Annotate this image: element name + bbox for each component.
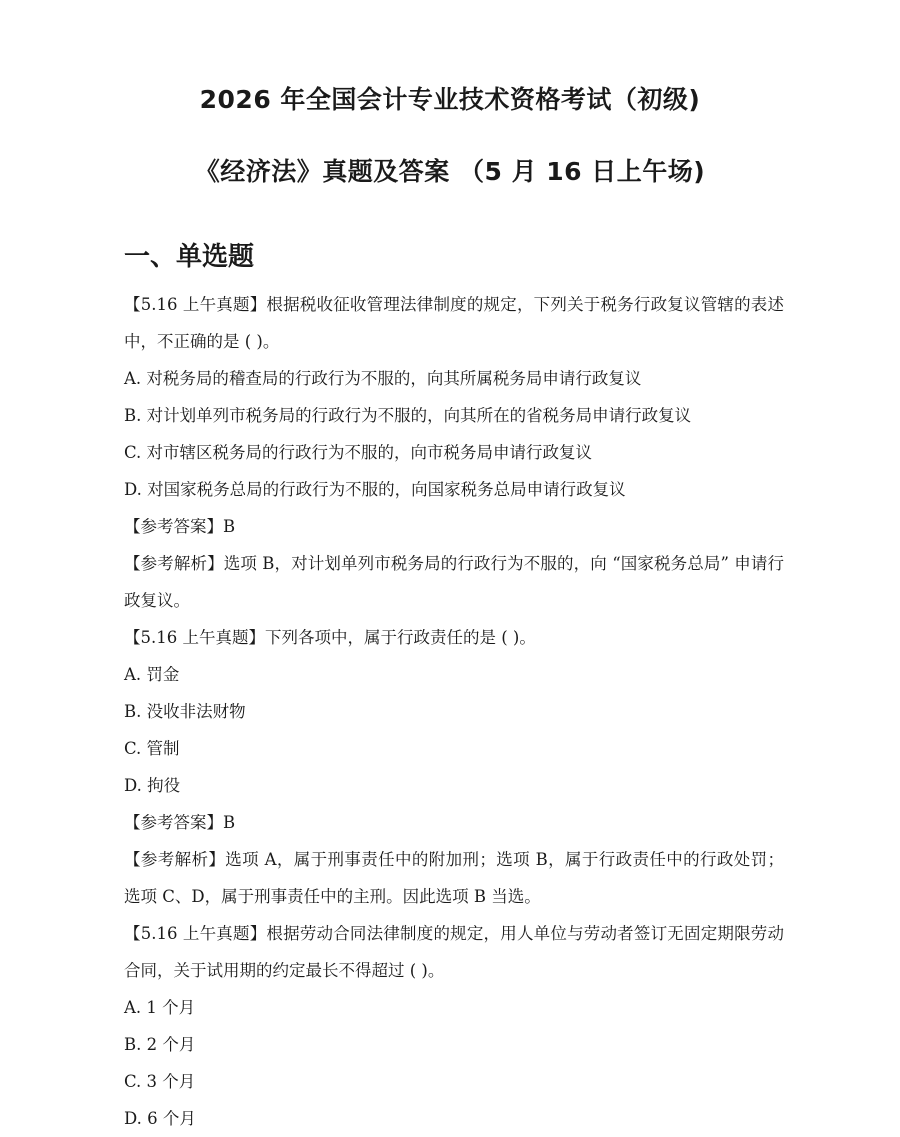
question-text: 下列各项中，属于行政责任的是 ( )。 — [264, 628, 536, 647]
option-b: B. 2 个月 — [124, 1035, 196, 1054]
answer-tag: 【参考答案】 — [124, 517, 223, 536]
option-b: B. 对计划单列市税务局的行政行为不服的，向其所在的省税务局申请行政复议 — [124, 406, 692, 425]
question-block — [124, 286, 784, 619]
question-stem — [124, 619, 784, 656]
answer-value: B — [223, 517, 236, 536]
analysis-text: 选项 B，对计划单列市税务局的行政行为不服的，向 “国家税务总局” 申请行政复议。 — [124, 554, 785, 610]
option-c: C. 3 个月 — [124, 1072, 196, 1091]
option-d: D. 6 个月 — [124, 1109, 196, 1128]
option-a: A. 罚金 — [124, 665, 180, 684]
analysis-text: 选项 A，属于刑事责任中的附加刑；选项 B，属于行政责任中的行政处罚；选项 C、D，属于刑事责任中的主刑。因此选项 B 当选。 — [124, 850, 785, 906]
question-tag: 【5.16 上午真题】 — [124, 924, 267, 943]
analysis-line — [124, 841, 784, 915]
document-title: 2026 年全国会计专业技术资格考试（初级) — [199, 85, 701, 114]
question-text: 根据劳动合同法律制度的规定，用人单位与劳动者签订无固定期限劳动合同，关于试用期的约定最长不得超过 ( )。 — [124, 924, 784, 980]
question-text: 根据税收征收管理法律制度的规定，下列关于税务行政复议管辖的表述中，不正确的是 ( )。 — [124, 295, 784, 351]
option-b: B. 没收非法财物 — [124, 702, 246, 721]
section-heading: 一、单选题 — [124, 242, 255, 272]
question-block — [124, 619, 784, 915]
question-tag: 【5.16 上午真题】 — [124, 628, 265, 647]
option-c: C. 管制 — [124, 739, 180, 758]
answer-tag: 【参考答案】 — [124, 813, 223, 832]
analysis-tag: 【参考解析】 — [124, 850, 226, 869]
answer-value: B — [223, 813, 236, 832]
option-a: A. 对税务局的稽查局的行政行为不服的，向其所属税务局申请行政复议 — [124, 369, 642, 388]
question-tag: 【5.16 上午真题】 — [124, 295, 267, 314]
analysis-tag: 【参考解析】 — [124, 554, 224, 573]
document-subtitle: 《经济法》真题及答案 （5 月 16 日上午场) — [194, 157, 706, 186]
question-stem — [124, 915, 784, 989]
question-block — [124, 915, 784, 1137]
option-d: D. 拘役 — [124, 776, 181, 795]
answer-line — [124, 508, 784, 545]
option-c: C. 对市辖区税务局的行政行为不服的，向市税务局申请行政复议 — [124, 443, 593, 462]
question-list — [124, 286, 784, 1137]
option-a: A. 1 个月 — [124, 998, 196, 1017]
option-d: D. 对国家税务总局的行政行为不服的，向国家税务总局申请行政复议 — [124, 480, 626, 499]
analysis-line — [124, 545, 784, 619]
answer-line — [124, 804, 784, 841]
question-stem — [124, 286, 784, 360]
